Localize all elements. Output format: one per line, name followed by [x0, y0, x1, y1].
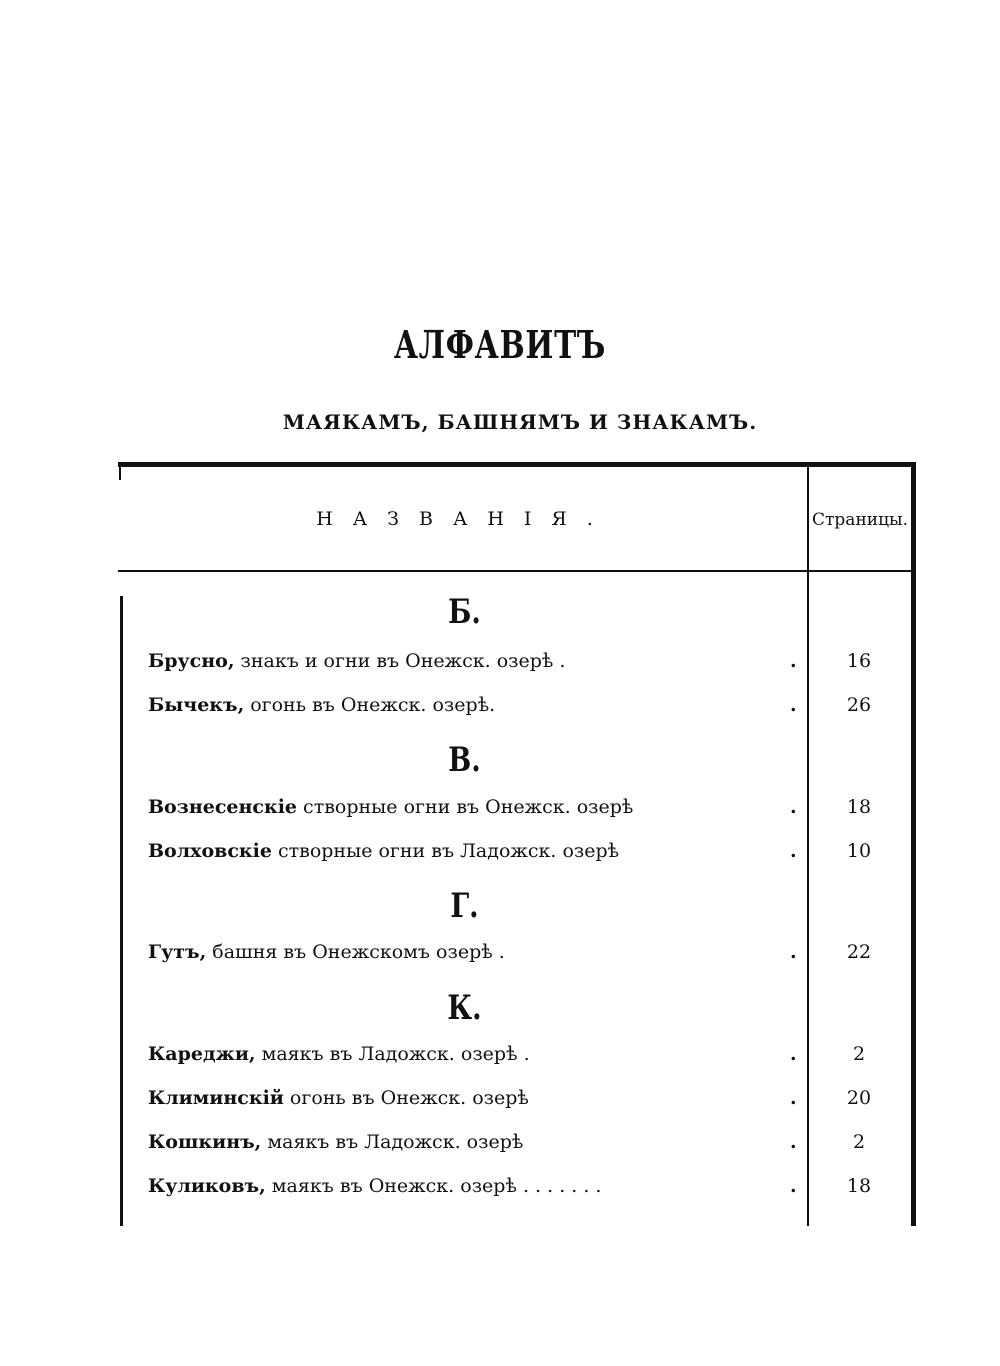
entry-page: 22: [846, 941, 872, 963]
table-left-border: [120, 596, 123, 1226]
leader-dot: .: [790, 1087, 797, 1109]
entry-page: 26: [846, 694, 872, 716]
table-header-rule: [118, 570, 912, 572]
entry-name: Кошкинъ, маякъ въ Ладожск. озерѣ: [148, 1131, 524, 1153]
column-header-names: НАЗВАНІЯ.: [316, 508, 613, 530]
entry-page: 16: [846, 650, 872, 672]
entry-name: Куликовъ, маякъ въ Онежск. озерѣ . . . . . . .: [148, 1175, 602, 1197]
entry-name: Кареджи, маякъ въ Ладожск. озерѣ .: [148, 1043, 530, 1065]
entry-page: 18: [846, 1175, 872, 1197]
leader-dot: .: [790, 650, 797, 672]
leader-dot: .: [790, 796, 797, 818]
table-row: [148, 1131, 908, 1159]
table-top-rule: [118, 462, 916, 467]
column-header-pages: Страницы.: [812, 510, 908, 530]
entry-page: 2: [852, 1131, 866, 1153]
section-letter: В.: [448, 740, 481, 780]
entry-name: Гутъ, башня въ Онежскомъ озерѣ .: [148, 941, 505, 963]
table-row: [148, 941, 908, 969]
leader-dot: .: [790, 1131, 797, 1153]
entry-page: 10: [846, 840, 872, 862]
table-row: [148, 694, 908, 722]
table-right-border: [911, 462, 916, 1226]
page-subtitle: МАЯКАМЪ, БАШНЯМЪ И ЗНАКАМЪ.: [282, 410, 758, 434]
table-row: [148, 1175, 908, 1203]
table-row: [148, 650, 908, 678]
leader-dot: .: [790, 694, 797, 716]
section-letter: К.: [447, 988, 482, 1028]
entry-page: 2: [852, 1043, 866, 1065]
table-left-border-top: [119, 462, 121, 480]
entry-name: Вознесенскіе створные огни въ Онежск. озерѣ: [148, 796, 634, 818]
leader-dot: .: [790, 941, 797, 963]
entry-name: Брусно, знакъ и огни въ Онежск. озерѣ .: [148, 650, 566, 672]
section-letter: Б.: [448, 592, 481, 632]
table-row: [148, 796, 908, 824]
leader-dot: .: [790, 840, 797, 862]
section-letter: Г.: [450, 886, 479, 926]
page-title: АЛФАВИТЪ: [393, 322, 607, 367]
table-row: [148, 1087, 908, 1115]
entry-page: 18: [846, 796, 872, 818]
table-row: [148, 840, 908, 868]
entry-name: Бычекъ, огонь въ Онежск. озерѣ.: [148, 694, 496, 716]
table-row: [148, 1043, 908, 1071]
leader-dot: .: [790, 1175, 797, 1197]
leader-dot: .: [790, 1043, 797, 1065]
entry-page: 20: [846, 1087, 872, 1109]
entry-name: Волховскіе створные огни въ Ладожск. озерѣ: [148, 840, 620, 862]
entry-name: Климинскій огонь въ Онежск. озерѣ: [148, 1087, 529, 1109]
